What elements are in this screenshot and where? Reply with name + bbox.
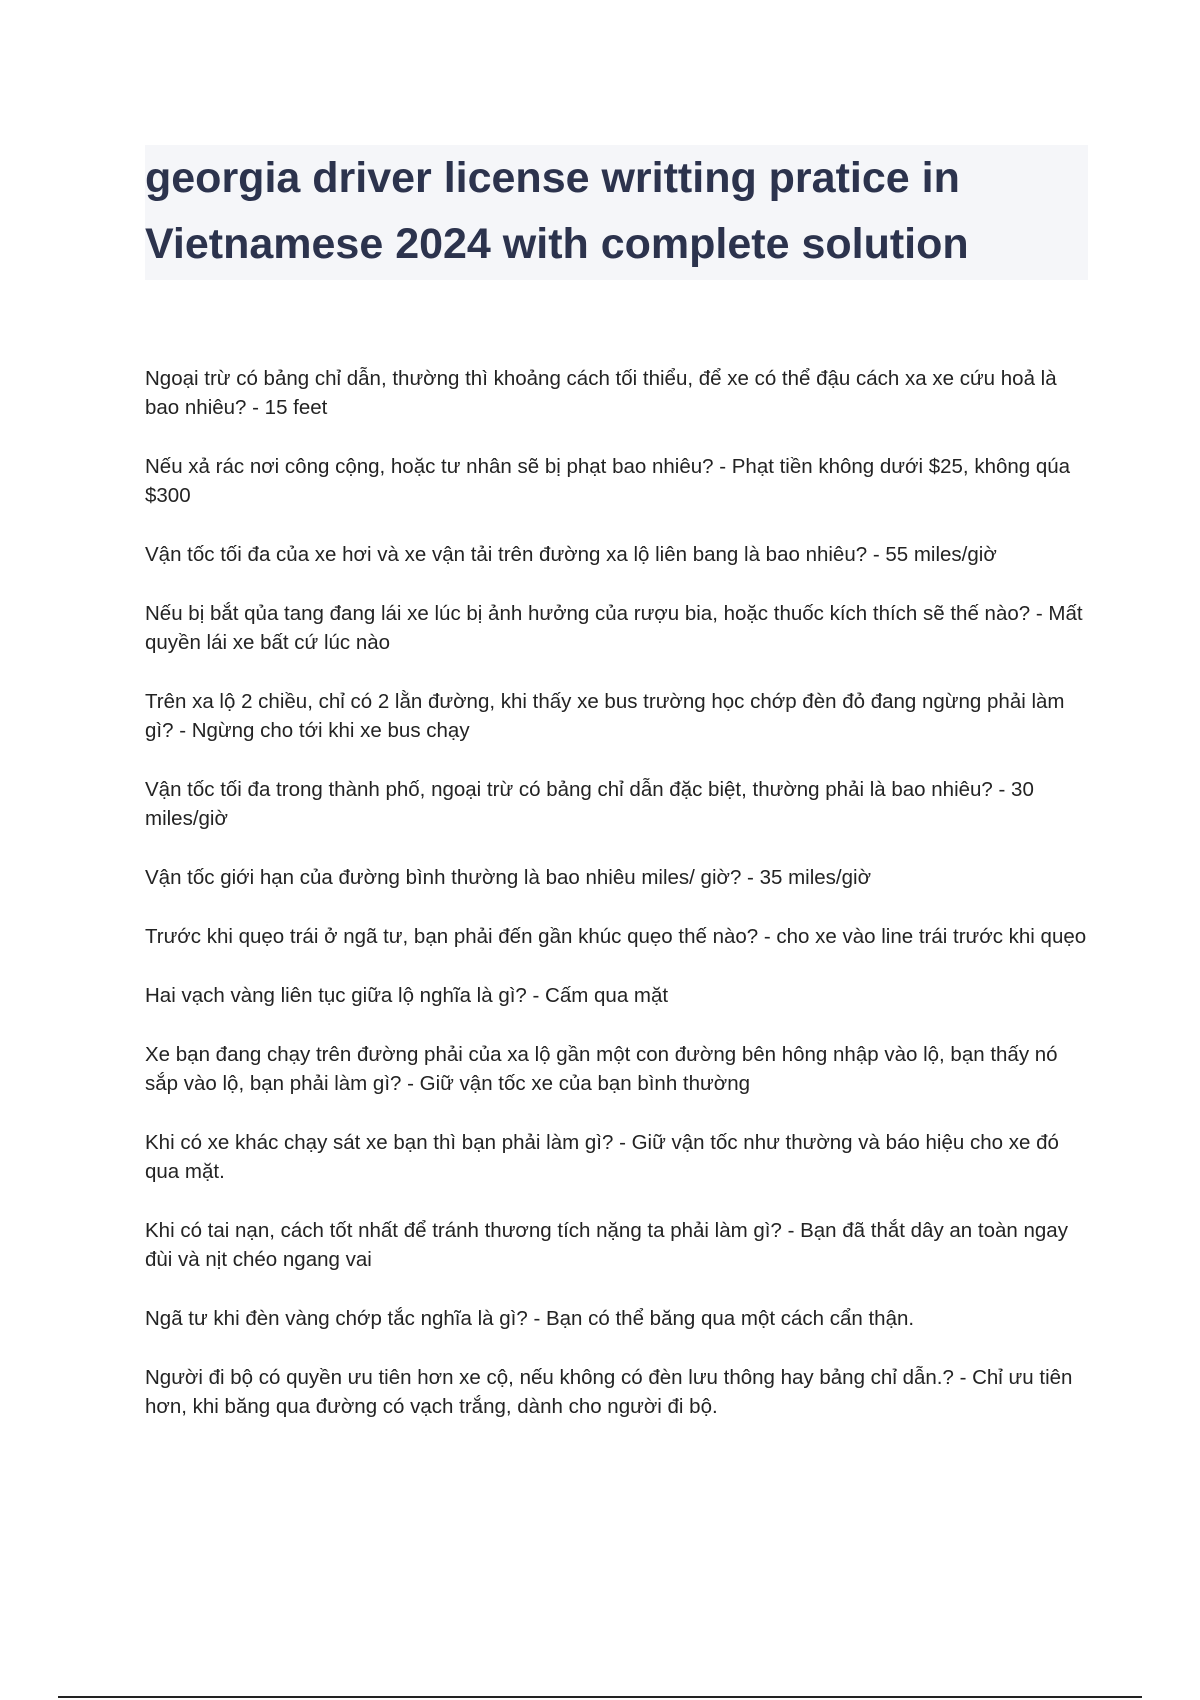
footer-divider [58, 1696, 1142, 1698]
qa-item-2: Nếu xả rác nơi công cộng, hoặc tư nhân sẽ bị phạt bao nhiêu? - Phạt tiền không dưới $25, không qúa $300 [145, 455, 1071, 507]
qa-item-12: Khi có tai nạn, cách tốt nhất để tránh thương tích nặng ta phải làm gì? - Bạn đã thắt dây an toàn ngay đùi và nịt chéo ngang vai [145, 1219, 1068, 1271]
qa-item-4: Nếu bị bắt qủa tang đang lái xe lúc bị ảnh hưởng của rượu bia, hoặc thuốc kích thích sẽ thế nào? - Mất quyền lái xe bất cứ lúc nào [145, 602, 1083, 654]
qa-item-14: Người đi bộ có quyền ưu tiên hơn xe cộ, nếu không có đèn lưu thông hay bảng chỉ dẫn.? - Chỉ ưu tiên hơn, khi băng qua đường có vạch trắng, dành cho người đi bộ. [145, 1366, 1073, 1418]
qa-item-9: Hai vạch vàng liên tục giữa lộ nghĩa là gì? - Cấm qua mặt [145, 984, 669, 1007]
qa-item-11: Khi có xe khác chạy sát xe bạn thì bạn phải làm gì? - Giữ vận tốc như thường và báo hiệu cho xe đó qua mặt. [145, 1131, 1059, 1183]
qa-item-13: Ngã tư khi đèn vàng chớp tắc nghĩa là gì? - Bạn có thể băng qua một cách cẩn thận. [145, 1307, 915, 1330]
qa-item-7: Vận tốc giới hạn của đường bình thường là bao nhiêu miles/ giờ? - 35 miles/giờ [145, 866, 872, 889]
qa-item-6: Vận tốc tối đa trong thành phố, ngoại trừ có bảng chỉ dẫn đặc biệt, thường phải là bao nhiêu? - 30 miles/giờ [145, 778, 1034, 830]
qa-list [145, 364, 1090, 1451]
qa-item-1: Ngoại trừ có bảng chỉ dẫn, thường thì khoảng cách tối thiểu, để xe có thể đậu cách xa xe cứu hoả là bao nhiêu? - 15 feet [145, 367, 1057, 419]
qa-item-5: Trên xa lộ 2 chiều, chỉ có 2 lằn đường, khi thấy xe bus trường học chớp đèn đỏ đang ngừng phải làm gì? - Ngừng cho tới khi xe bus chạy [145, 690, 1065, 742]
title-banner [145, 145, 1088, 280]
qa-item-3: Vận tốc tối đa của xe hơi và xe vận tải trên đường xa lộ liên bang là bao nhiêu? - 55 miles/giờ [145, 543, 997, 566]
document-title: georgia driver license writting pratice in Vietnamese 2024 with complete solution [145, 154, 969, 268]
qa-item-10: Xe bạn đang chạy trên đường phải của xa lộ gần một con đường bên hông nhập vào lộ, bạn thấy nó sắp vào lộ, bạn phải làm gì? - Giữ vận tốc xe của bạn bình thường [145, 1043, 1058, 1095]
qa-item-8: Trước khi quẹo trái ở ngã tư, bạn phải đến gần khúc quẹo thế nào? - cho xe vào line trái trước khi quẹo [145, 925, 1087, 948]
